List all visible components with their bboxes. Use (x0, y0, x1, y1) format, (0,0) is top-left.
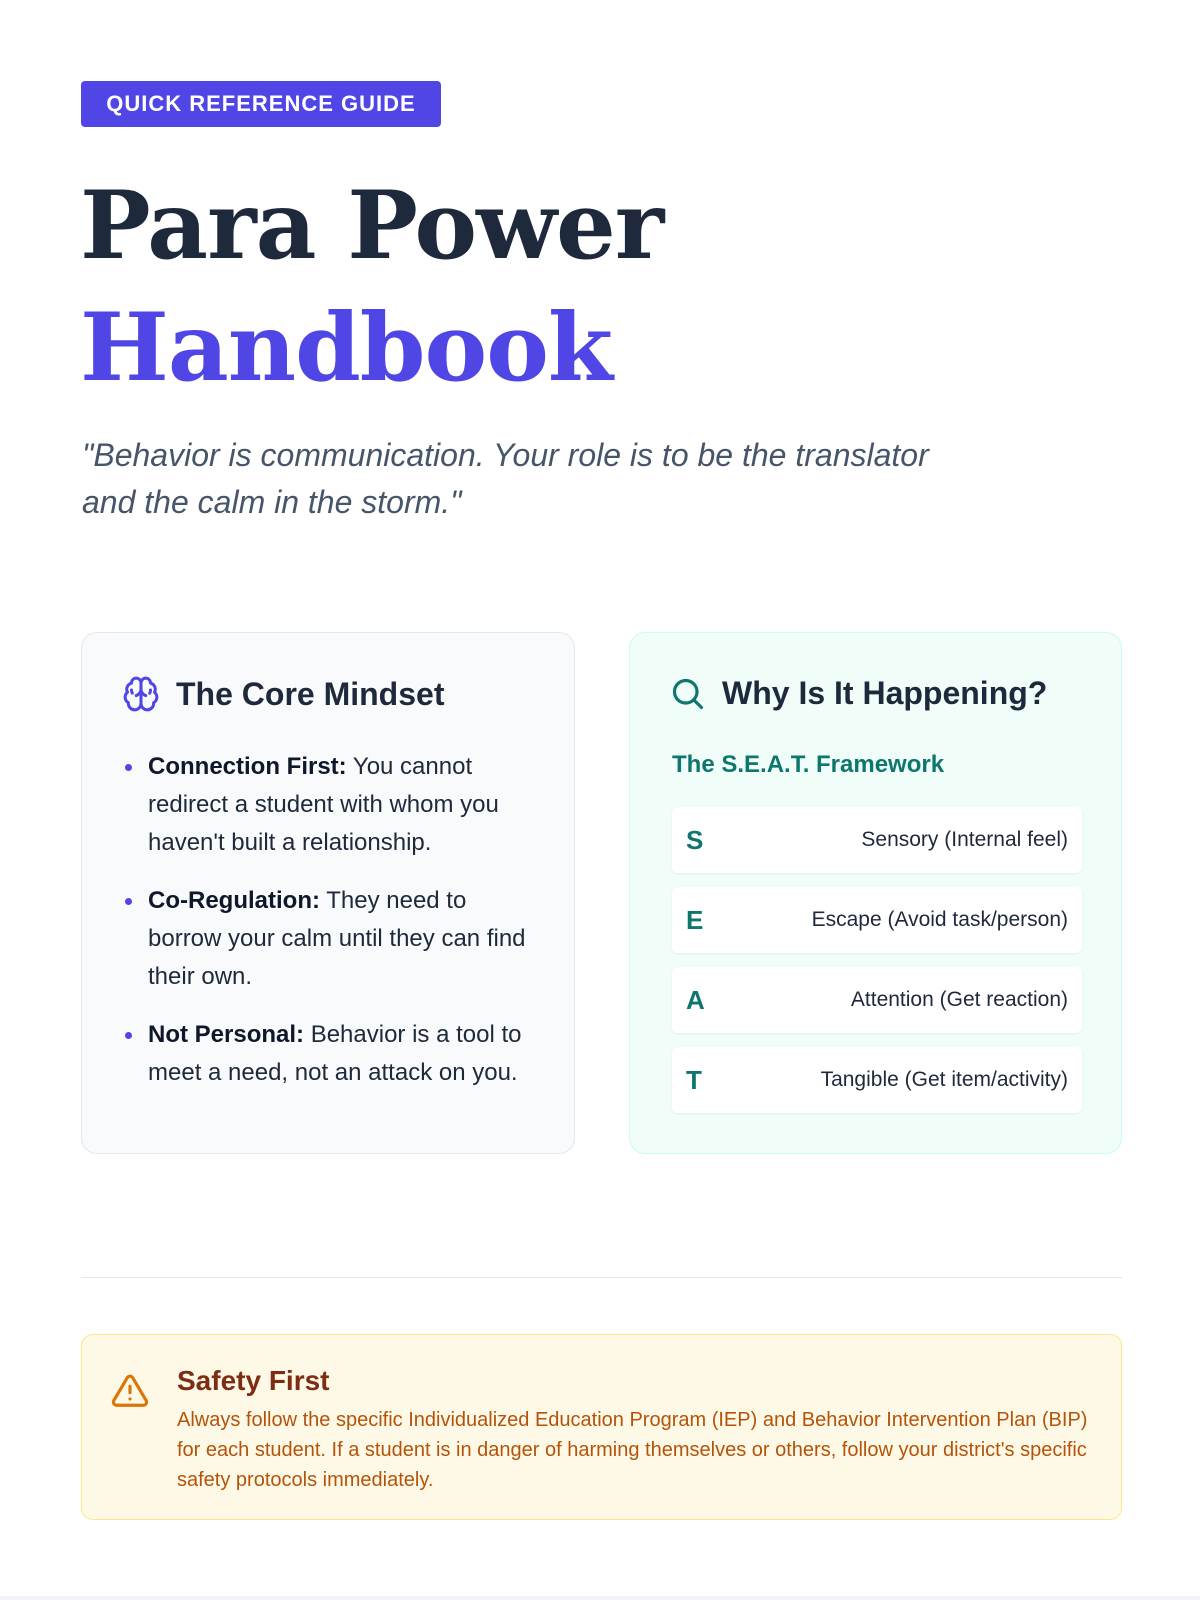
warning-icon (110, 1372, 150, 1415)
seat-header (670, 675, 1047, 712)
seat-desc: Attention (Get reaction) (850, 988, 1068, 1011)
quote-line-2: and the calm in the storm." (82, 484, 462, 520)
safety-title: Safety First (177, 1365, 330, 1396)
list-item (122, 1016, 542, 1092)
list-item (122, 882, 542, 996)
seat-letter: S (686, 824, 704, 855)
item-term: Co-Regulation: (148, 887, 320, 914)
guide-tag: QUICK REFERENCE GUIDE (81, 81, 441, 127)
section-divider (81, 1277, 1122, 1278)
seat-letter: T (686, 1064, 702, 1095)
seat-title: Why Is It Happening? (722, 675, 1048, 711)
list-item (122, 748, 542, 862)
core-mindset-header (122, 675, 444, 713)
title-line-2: Handbook (80, 293, 613, 403)
brain-icon (122, 675, 160, 713)
seat-row-escape (672, 887, 1082, 953)
seat-row-attention (672, 967, 1082, 1033)
intro-quote (82, 432, 1062, 526)
core-mindset-title: The Core Mindset (176, 675, 445, 712)
seat-letter: E (686, 904, 704, 935)
mindset-list (122, 748, 542, 1112)
seat-desc: Tangible (Get item/activity) (820, 1068, 1068, 1091)
bottom-strip (0, 1596, 1200, 1600)
seat-row-tangible (672, 1047, 1082, 1113)
safety-alert (81, 1334, 1122, 1520)
safety-text: Always follow the specific Individualized Education Program (IEP) and Behavior Intervention Plan (BIP) for each student. If a student is in danger of harming themselves or others, follow your district's specific safety protocols immediately. (177, 1409, 1088, 1491)
seat-subtitle: The S.E.A.T. Framework (672, 751, 945, 778)
seat-desc: Sensory (Internal feel) (861, 828, 1068, 851)
seat-card (629, 632, 1122, 1154)
seat-letter: A (686, 984, 705, 1015)
quote-line-1: "Behavior is communication. Your role is to be the translator (82, 437, 929, 473)
search-icon (670, 676, 706, 712)
item-term: Connection First: (148, 753, 347, 780)
item-text: Behavior is a tool to meet a need, not an attack on you. (148, 1021, 522, 1086)
seat-row-sensory (672, 807, 1082, 873)
item-text: They need to borrow your calm until they can find their own. (148, 887, 526, 990)
core-mindset-card (81, 632, 575, 1154)
item-term: Not Personal: (148, 1021, 305, 1048)
item-text: You cannot redirect a student with whom you haven't built a relationship. (148, 753, 499, 856)
title-line-1: Para Power (80, 171, 664, 281)
page-title (80, 165, 663, 409)
seat-desc: Escape (Avoid task/person) (811, 908, 1068, 931)
